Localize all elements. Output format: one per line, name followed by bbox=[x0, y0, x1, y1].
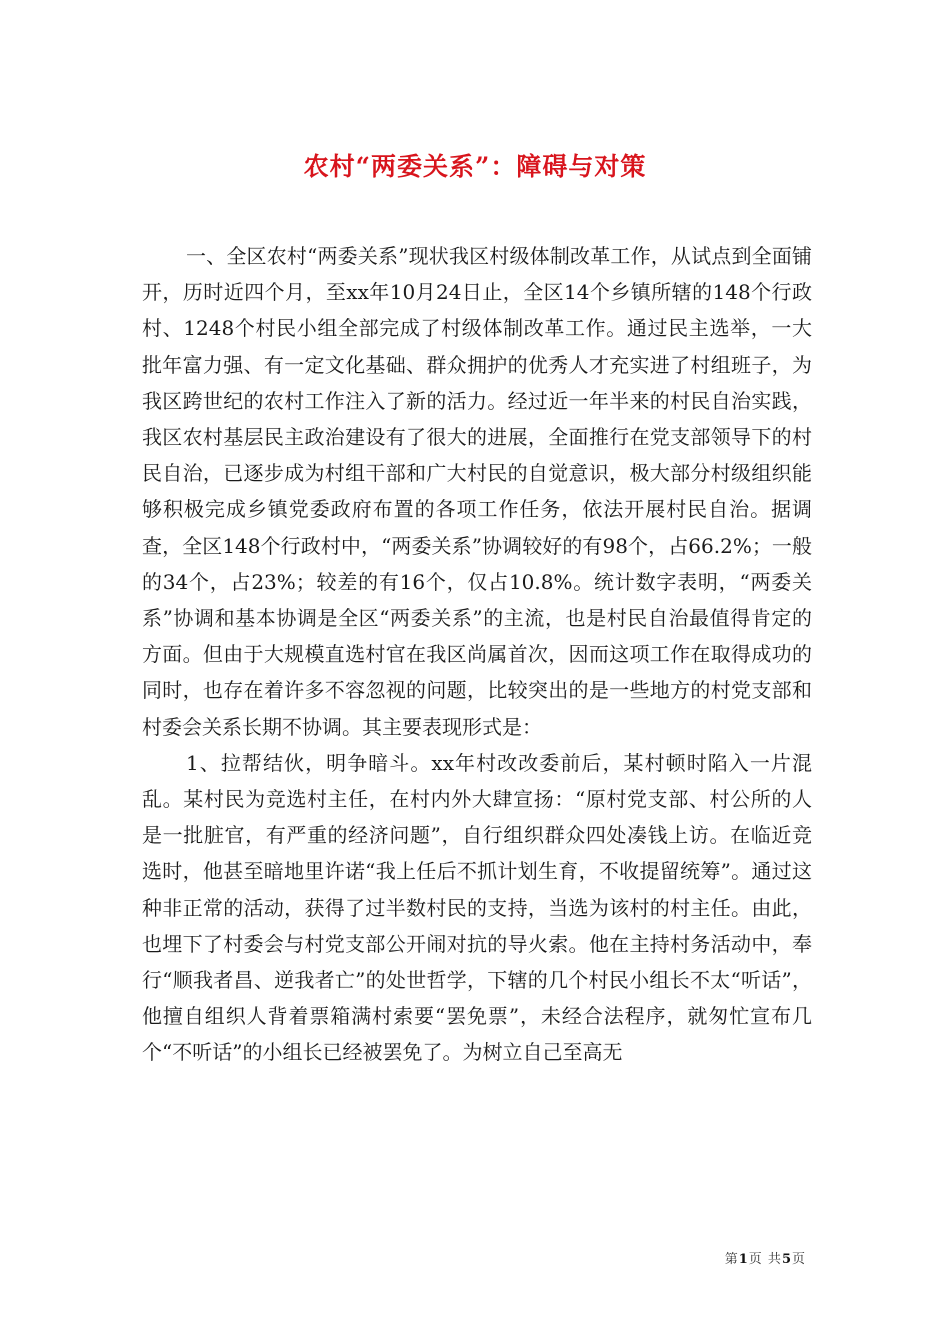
document-title: 农村“两委关系”：障碍与对策 bbox=[303, 151, 647, 181]
page-number-footer bbox=[725, 1248, 806, 1267]
paragraph-factional-conflict: 1、拉帮结伙，明争暗斗。xx年村改改委前后，某村顿时陷入一片混乱。某村民为竞选村主任，在村内外大肆宣扬：“原村党支部、村公所的人是一批脏官，有严重的经济问题”，自行组织群众四处凑钱上访。在临近竞选时，他甚至暗地里许诺“我上任后不抓计划生育，不收提留统筹”。通过这种非正常的活动，获得了过半数村民的支持，当选为该村的村主任。由此，也埋下了村委会与村党支部公开闹对抗的导火索。他在主持村务活动中，奉行“顺我者昌、逆我者亡”的处世哲学，下辖的几个村民小组长不太“听话”，他擅自组织人背着票箱满村索要“罢免票”，未经合法程序，就匆忙宣布几个“不听话”的小组长已经被罢免了。为树立自己至高无 bbox=[142, 750, 812, 1065]
document-body bbox=[142, 238, 812, 1071]
current-page-number: 1 bbox=[738, 1252, 749, 1267]
footer-suffix: 页 bbox=[791, 1252, 806, 1267]
footer-prefix: 第 bbox=[724, 1252, 739, 1267]
footer-middle: 页 共 bbox=[748, 1252, 782, 1267]
paragraph-status-overview: 一、全区农村“两委关系”现状我区村级体制改革工作，从试点到全面铺开，历时近四个月，至xx年10月24日止，全区14个乡镇所辖的148个行政村、1248个村民小组全部完成了村级体制改革工作。通过民主选举，一大批年富力强、有一定文化基础、群众拥护的优秀人才充实进了村组班子，为我区跨世纪的农村工作注入了新的活力。经过近一年半来的村民自治实践，我区农村基层民主政治建设有了很大的进展，全面推行在党支部领导下的村民自治，已逐步成为村组干部和广大村民的自觉意识，极大部分村级组织能够积极完成乡镇党委政府布置的各项工作任务，依法开展村民自治。据调查，全区148个行政村中，“两委关系”协调较好的有98个，占66.2%；一般的34个，占23%；较差的有16个，仅占10.8%。统计数字表明，“两委关系”协调和基本协调是全区“两委关系”的主流，也是村民自治最值得肯定的方面。但由于大规模直选村官在我区尚属首次，因而这项工作在取得成功的同时，也存在着许多不容忽视的问题，比较突出的是一些地方的村党支部和村委会关系长期不协调。其主要表现形式是： bbox=[142, 244, 812, 739]
total-pages-number: 5 bbox=[781, 1252, 792, 1267]
